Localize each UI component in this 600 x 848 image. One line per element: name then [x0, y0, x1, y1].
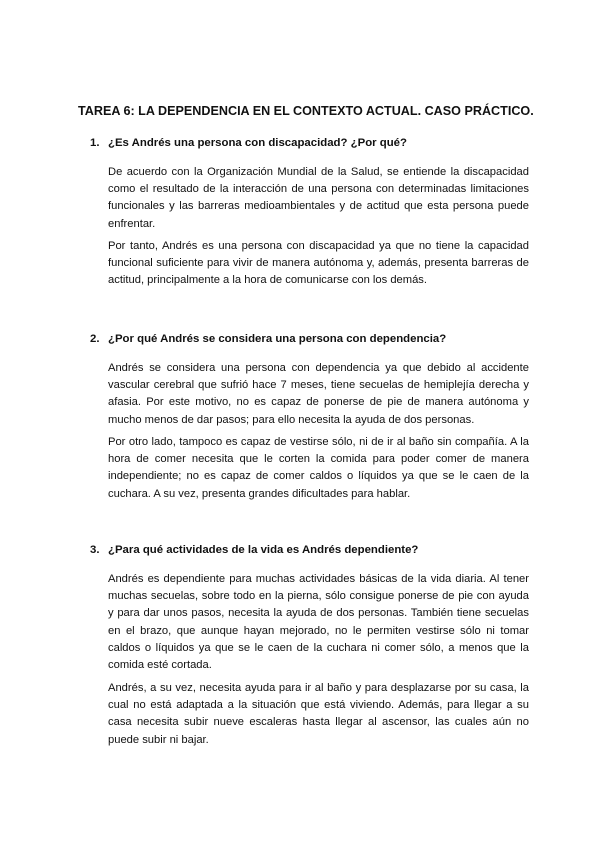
section-2-heading [90, 333, 446, 345]
section-1-heading [90, 137, 407, 149]
section-3-paragraph-1: Andrés es dependiente para muchas actividades básicas de la vida diaria. Al tener muchas secuelas, sobre todo en la pierna, sólo consigue ponerse de pie con ayuda y para dar unos pasos, necesita la ayuda de dos personas. También tiene secuelas en el brazo, que aunque hayan mejorado, no le permiten vestirse sólo ni tomar caldos o líquidos ya que se le caen de la cuchara ni comer sólo, a menos que la comida esté cortada. [108, 573, 529, 672]
section-2-paragraph-2: Por otro lado, tampoco es capaz de vestirse sólo, ni de ir al baño sin compañía. A la hora de comer necesita que le corten la comida para poder comer de manera independiente; no es capaz de comer caldos o líquidos ya que se le caen de la cuchara. A su vez, presenta grandes dificultades para hablar. [108, 436, 529, 500]
section-1-paragraph-2: Por tanto, Andrés es una persona con discapacidad ya que no tiene la capacidad funcional suficiente para vivir de manera autónoma y, además, presenta barreras de actitud, principalmente a la hora de comunicarse con los demás. [108, 240, 529, 287]
section-2-paragraph-1: Andrés se considera una persona con dependencia ya que debido al accidente vascular cerebral que sufrió hace 7 meses, tiene secuelas de hemiplejía derecha y afasia. Por este motivo, no es capaz de ponerse de pie de manera autónoma y mucho menos de dar pasos; para ello necesita la ayuda de dos personas. [108, 362, 529, 426]
section-1-question: ¿Es Andrés una persona con discapacidad? ¿Por qué? [108, 137, 407, 149]
section-3-heading [90, 544, 418, 556]
page-title: TAREA 6: LA DEPENDENCIA EN EL CONTEXTO ACTUAL. CASO PRÁCTICO. [78, 104, 534, 118]
section-3-question: ¿Para qué actividades de la vida es Andrés dependiente? [108, 544, 419, 556]
section-2-question: ¿Por qué Andrés se considera una persona con dependencia? [108, 333, 447, 345]
section-3-number: 3. [90, 544, 100, 556]
section-1-number: 1. [90, 137, 100, 149]
section-1-paragraph-1: De acuerdo con la Organización Mundial de la Salud, se entiende la discapacidad como el resultado de la interacción de una persona con determinadas limitaciones funcionales y las barreras medioambientales y de actitud que esta persona puede enfrentar. [108, 166, 529, 230]
section-2-number: 2. [90, 333, 100, 345]
section-3-paragraph-2: Andrés, a su vez, necesita ayuda para ir al baño y para desplazarse por su casa, la cual no está adaptada a la situación que está viviendo. Además, para llegar a su casa necesita subir nueve escaleras hasta llegar al ascensor, las cuales aún no puede subir ni bajar. [108, 682, 529, 746]
